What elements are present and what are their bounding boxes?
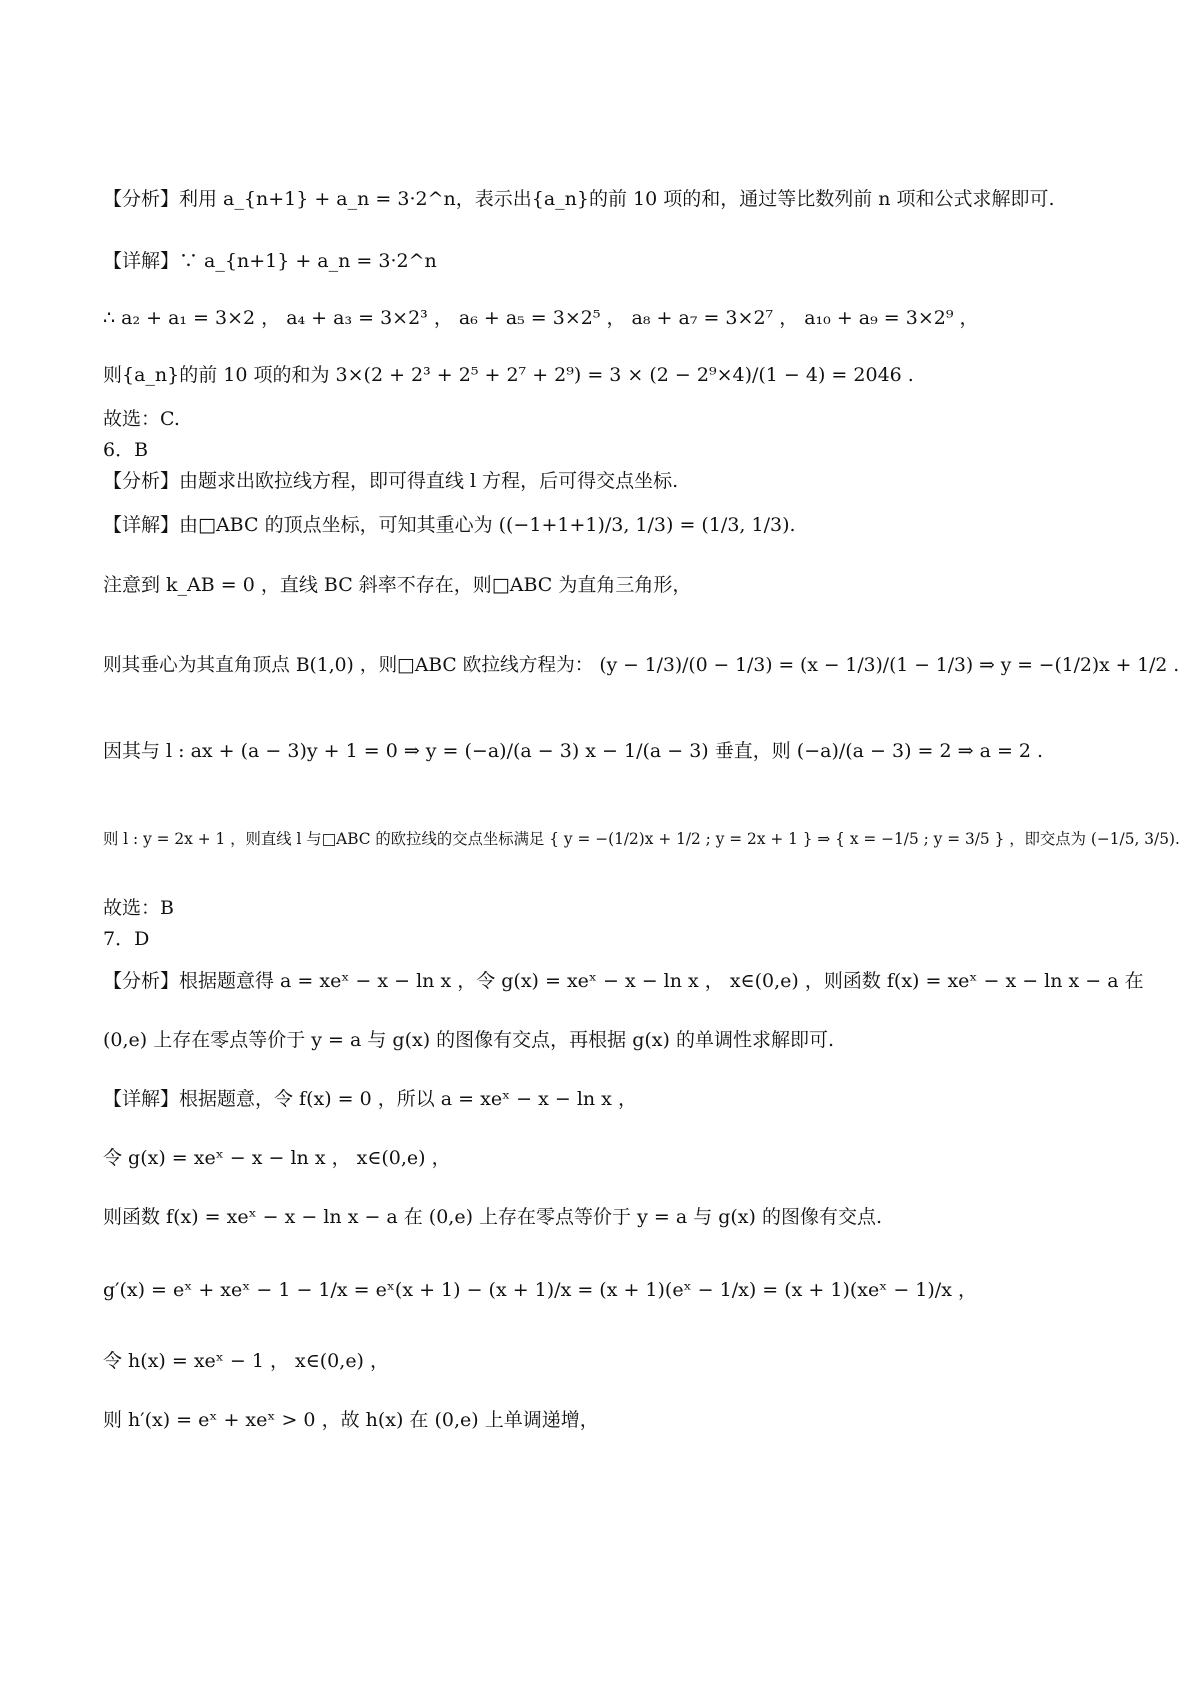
detail-q7-equivalence: 则函数 f(x) = xeˣ − x − ln x − a 在 (0,e) 上存在零点等价于 y = a 与 g(x) 的图像有交点.	[103, 1206, 883, 1228]
question-6-answer: 6．B	[103, 439, 149, 461]
detail-q6-centroid: 【详解】由□ABC 的顶点坐标，可知其重心为 ((−1+1+1)/3, 1/3) = (1/3, 1/3).	[103, 514, 796, 536]
question-7-answer: 7．D	[103, 928, 150, 950]
detail-q6-right-triangle: 注意到 k_AB = 0 ，直线 BC 斜率不存在，则□ABC 为直角三角形，	[103, 574, 692, 596]
detail-q7-h-increasing: 则 h′(x) = eˣ + xeˣ > 0 ，故 h(x) 在 (0,e) 上单调递增，	[103, 1409, 599, 1431]
detail-q6-intersection: 则 l : y = 2x + 1 ，则直线 l 与□ABC 的欧拉线的交点坐标满足 { y = −(1/2)x + 1/2 ; y = 2x + 1 } ⇒ { x = −1/5 ; y = 3/5 } ，即交点为 (−1/5, 3/5).	[103, 830, 1180, 848]
detail-q6-euler-line: 则其垂心为其直角顶点 B(1,0) ，则□ABC 欧拉线方程为： (y − 1/3)/(0 − 1/3) = (x − 1/3)/(1 − 1/3) ⇒ y = −(1/2)x + 1/2 .	[103, 655, 1180, 676]
detail-q5-sum: 则{a_n}的前 10 项的和为 3×(2 + 2³ + 2⁵ + 2⁷ + 2⁹) = 3 × (2 − 2⁹×4)/(1 − 4) = 2046 .	[103, 364, 914, 386]
analysis-q7-part2: (0,e) 上存在零点等价于 y = a 与 g(x) 的图像有交点，再根据 g(x) 的单调性求解即可.	[103, 1029, 834, 1051]
detail-q5-premise: 【详解】∵ a_{n+1} + a_n = 3·2^n	[103, 250, 437, 272]
answer-q5: 故选：C.	[103, 408, 180, 430]
detail-q7-define-g: 令 g(x) = xeˣ − x − ln x ， x∈(0,e) ，	[103, 1147, 451, 1169]
detail-q7-derivative: g′(x) = eˣ + xeˣ − 1 − 1/x = eˣ(x + 1) − (x + 1)/x = (x + 1)(eˣ − 1/x) = (x + 1)(xeˣ − 1)/x ，	[103, 1279, 977, 1301]
detail-q5-pairs: ∴ a₂ + a₁ = 3×2 ， a₄ + a₃ = 3×2³ ， a₆ + a₅ = 3×2⁵ ， a₈ + a₇ = 3×2⁷ ， a₁₀ + a₉ = 3×2⁹ ，	[103, 307, 979, 329]
analysis-q5: 【分析】利用 a_{n+1} + a_n = 3·2^n，表示出{a_n}的前 10 项的和，通过等比数列前 n 项和公式求解即可.	[103, 188, 1055, 210]
detail-q7-define-h: 令 h(x) = xeˣ − 1 ， x∈(0,e) ，	[103, 1350, 390, 1372]
analysis-q7-part1: 【分析】根据题意得 a = xeˣ − x − ln x ，令 g(x) = xeˣ − x − ln x ， x∈(0,e) ，则函数 f(x) = xeˣ − x − ln x − a 在	[103, 970, 1144, 992]
analysis-q6: 【分析】由题求出欧拉线方程，即可得直线 l 方程，后可得交点坐标.	[103, 470, 679, 492]
detail-q7-setup: 【详解】根据题意，令 f(x) = 0 ，所以 a = xeˣ − x − ln x ，	[103, 1088, 637, 1110]
answer-q6: 故选：B	[103, 897, 174, 919]
detail-q6-perpendicular: 因其与 l : ax + (a − 3)y + 1 = 0 ⇒ y = (−a)/(a − 3) x − 1/(a − 3) 垂直，则 (−a)/(a − 3) = 2 ⇒ a = 2 .	[103, 740, 1044, 762]
